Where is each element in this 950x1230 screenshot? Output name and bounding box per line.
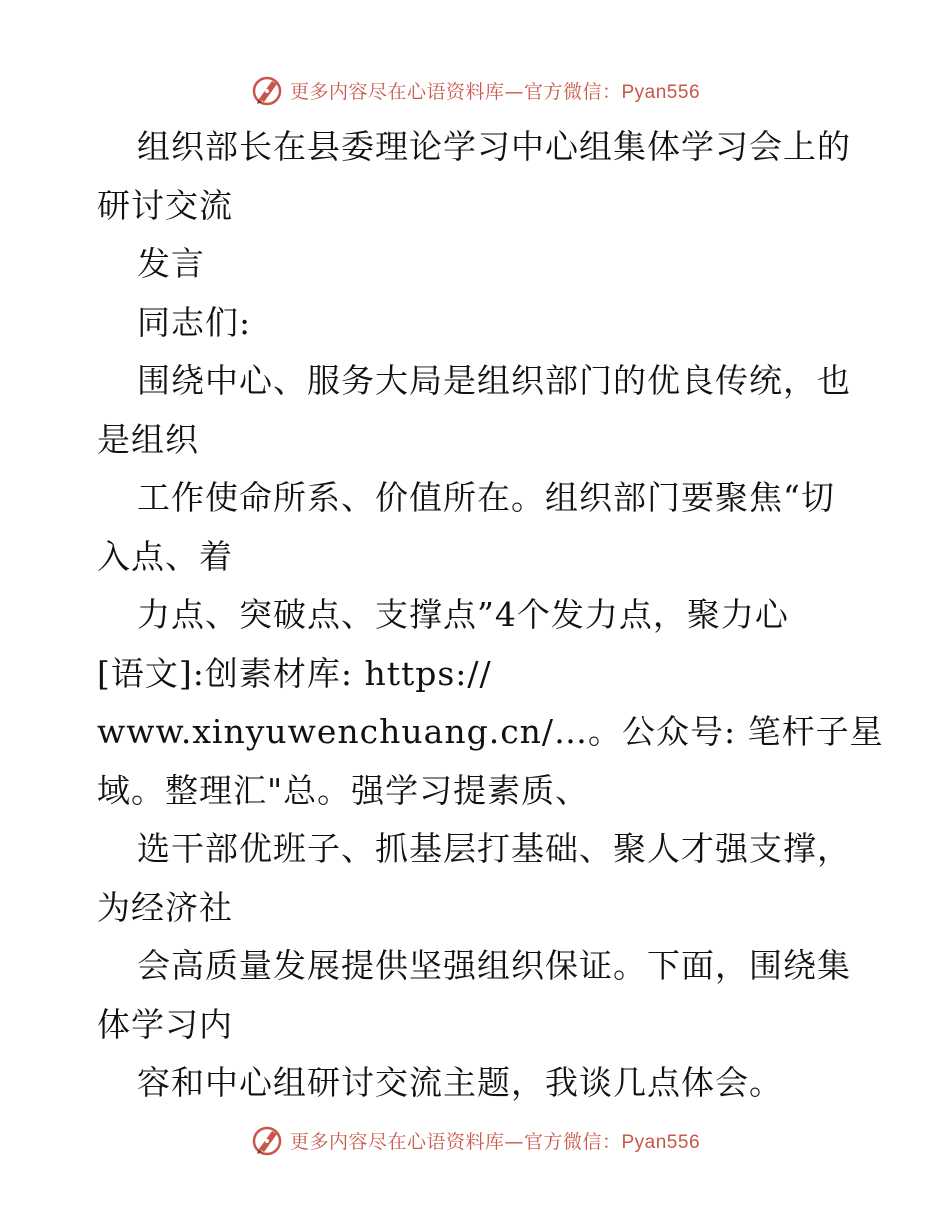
pen-logo-icon	[250, 1123, 284, 1157]
watermark-wechat-id: Pyan556	[621, 1131, 701, 1153]
footer-watermark	[0, 1120, 950, 1160]
text-line: 研讨交流	[97, 185, 233, 225]
watermark-separator: —	[504, 80, 524, 103]
watermark-prefix: 更多内容尽在心语资料库	[289, 1130, 505, 1153]
watermark-text	[290, 77, 700, 104]
watermark-text	[290, 1127, 700, 1154]
text-line: 体学习内	[97, 1004, 233, 1044]
document-body	[97, 118, 884, 1113]
watermark-wechat-label: 官方微信：	[523, 80, 622, 103]
watermark-wechat-label: 官方微信：	[523, 1130, 622, 1153]
text-line: 同志们:	[137, 302, 252, 342]
watermark-separator: —	[504, 1130, 524, 1153]
text-line: 域。整理汇"总。强学习提素质、	[97, 770, 590, 810]
text-line: 发言	[137, 244, 205, 283]
text-line: [语文]:创素材库: https://	[97, 653, 492, 693]
header-watermark	[0, 70, 950, 110]
text-line: 工作使命所系、价值所在。组织部门要聚焦“切	[137, 478, 835, 517]
watermark-group	[250, 1123, 700, 1157]
watermark-wechat-id: Pyan556	[621, 81, 701, 103]
text-line: 容和中心组研讨交流主题，我谈几点体会。	[137, 1063, 783, 1102]
text-line: 力点、突破点、支撑点”4个发力点，聚力心	[137, 595, 789, 634]
text-line: 会高质量发展提供坚强组织保证。下面，围绕集	[137, 946, 851, 985]
text-line: 为经济社	[97, 887, 233, 927]
text-line: www.xinyuwenchuang.cn/…。公众号: 笔杆子星	[97, 712, 884, 751]
watermark-group	[250, 73, 700, 107]
text-line: 入点、着	[97, 536, 233, 576]
text-line: 选干部优班子、抓基层打基础、聚人才强支撑，	[137, 829, 851, 868]
text-line: 组织部长在县委理论学习中心组集体学习会上的	[137, 127, 851, 166]
text-line: 围绕中心、服务大局是组织部门的优良传统，也	[137, 361, 851, 400]
pen-logo-icon	[250, 73, 284, 107]
watermark-prefix: 更多内容尽在心语资料库	[289, 80, 505, 103]
text-line: 是组织	[97, 419, 199, 459]
